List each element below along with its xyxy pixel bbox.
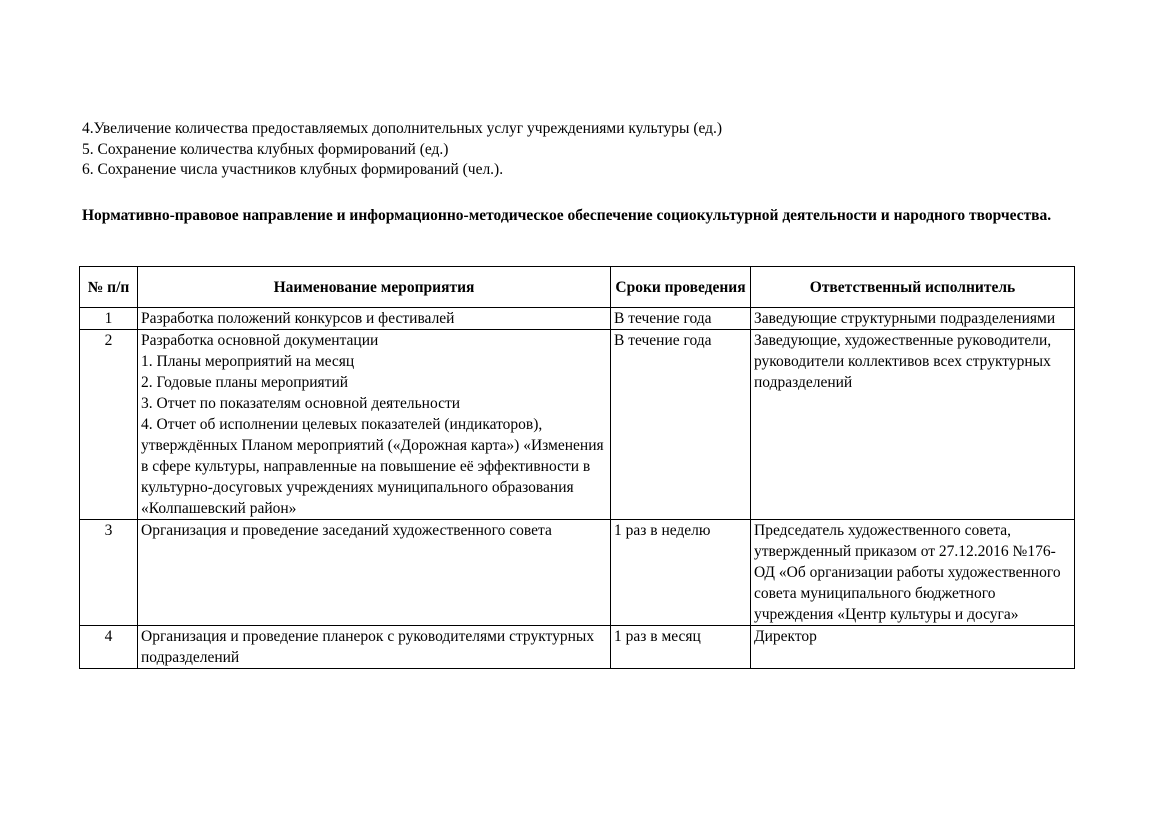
row-name-line: 4. Отчет об исполнении целевых показателей (индикаторов), утверждённых Планом мероприятий («Дорожная карта») «Изменения в сфере культуры, направленные на повышение её эффективности в культурно-досуговых учреждениях муниципального образования «Колпашевский район»: [141, 416, 604, 517]
header-responsible: Ответственный исполнитель: [751, 267, 1075, 308]
indicator-list: [82, 119, 722, 181]
table-row: [80, 330, 1075, 520]
row-timing: В течение года: [611, 308, 751, 330]
indicator-line-6: 6. Сохранение числа участников клубных формирований (чел.).: [82, 161, 504, 178]
table-row: [80, 308, 1075, 330]
table-row: [80, 520, 1075, 626]
section-title: Нормативно-правовое направление и информационно-методическое обеспечение социокультурной деятельности и народного творчества.: [82, 207, 1052, 224]
row-num: 3: [80, 520, 138, 626]
indicator-line-4: 4.Увеличение количества предоставляемых дополнительных услуг учреждениями культуры (ед.): [82, 120, 723, 137]
table-header-row: [80, 267, 1075, 308]
row-name-line: Разработка положений конкурсов и фестивалей: [141, 310, 455, 327]
row-name: [138, 308, 611, 330]
row-responsible: Директор: [751, 626, 1075, 669]
row-responsible: Заведующие, художественные руководители, руководители коллективов всех структурных подразделений: [751, 330, 1075, 520]
table-row: [80, 626, 1075, 669]
row-num: 2: [80, 330, 138, 520]
row-name-line: 1. Планы мероприятий на месяц: [141, 353, 355, 370]
row-timing: 1 раз в месяц: [611, 626, 751, 669]
row-name: [138, 626, 611, 669]
header-num: № п/п: [80, 267, 138, 308]
row-name: [138, 330, 611, 520]
header-timing: Сроки проведения: [611, 267, 751, 308]
row-num: 4: [80, 626, 138, 669]
header-name: Наименование мероприятия: [138, 267, 611, 308]
row-name: [138, 520, 611, 626]
events-table: [79, 266, 1075, 669]
row-name-line: 2. Годовые планы мероприятий: [141, 374, 349, 391]
row-name-line: Организация и проведение планерок с руководителями структурных подразделений: [141, 628, 595, 666]
row-name-line: Разработка основной документации: [141, 332, 379, 349]
row-timing: 1 раз в неделю: [611, 520, 751, 626]
indicator-line-5: 5. Сохранение количества клубных формирований (ед.): [82, 140, 449, 158]
row-name-line: 3. Отчет по показателям основной деятельности: [141, 395, 461, 412]
row-name-line: Организация и проведение заседаний художественного совета: [141, 522, 552, 539]
row-responsible: Председатель художественного совета, утвержденный приказом от 27.12.2016 №176-ОД «Об организации работы художественного совета муниципального бюджетного учреждения «Центр культуры и досуга»: [751, 520, 1075, 626]
row-num: 1: [80, 308, 138, 330]
row-timing: В течение года: [611, 330, 751, 520]
row-responsible: Заведующие структурными подразделениями: [751, 308, 1075, 330]
